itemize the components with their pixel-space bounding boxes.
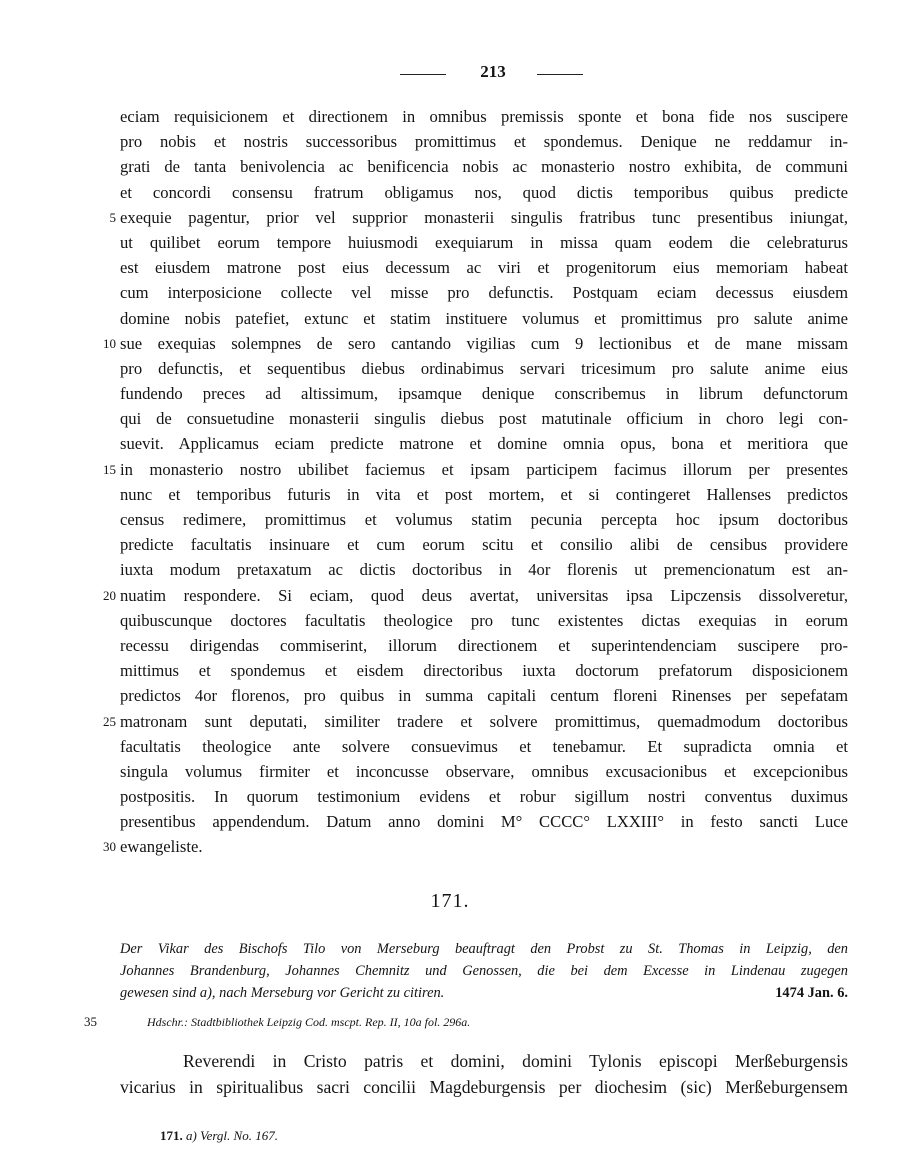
line-number: 30 — [103, 839, 116, 855]
text-line: postpositis. In quorum testimonium evidens et robur sigillum nostri conventus duximus — [120, 787, 848, 807]
text-line: grati de tanta benivolencia ac benificencia nobis ac monasterio nostro exhibita, de communi — [120, 157, 848, 177]
text-line: pro defunctis, et sequentibus diebus ordinabimus servari tricesimum pro salute anime eius — [120, 358, 848, 378]
text-line: 5 exequie pagentur, prior vel supprior monasterii singulis fratribus tunc presentibus iniungat, — [120, 205, 848, 230]
source-citation — [0, 1014, 900, 1034]
text-line: pro nobis et nostris successoribus promittimus et spondemus. Denique ne reddamur in- — [120, 132, 848, 152]
line-number: 10 — [103, 335, 116, 351]
footnote — [160, 1128, 278, 1144]
document-summary — [120, 938, 848, 1004]
text-line: eciam requisicionem et directionem in omnibus premissis sponte et bona fide nos suscipere — [120, 107, 848, 126]
text-line: census redimere, promittimus et volumus statim pecunia percepta hoc ipsum doctoribus — [120, 510, 848, 529]
text-line: facultatis theologice ante solvere consuevimus et tenebamur. Et supradicta omnia et — [120, 736, 848, 756]
text-line: est eiusdem matrone post eius decessum ac viri et progenitorum eius memoriam habeat — [120, 258, 848, 278]
summary-line: Johannes Brandenburg, Johannes Chemnitz und Genossen, die bei dem Excesse in Lindenau zugegen — [120, 963, 848, 979]
document-number: 171. — [430, 890, 470, 912]
text-line: vicarius in spiritualibus sacri concilii Magdeburgensis per diochesim (sic) Merßeburgensem — [120, 1077, 848, 1097]
text-line: et concordi consensu fratrum obligamus nos, quod dictis temporibus quibus predicte — [120, 182, 848, 202]
text-line: qui de consuetudine monasterii singulis diebus post matutinale officium in choro legi con- — [120, 409, 848, 429]
text-line: predictos 4or florenos, pro quibus in summa capitali centum floreni Rinenses per sepefatam — [120, 686, 848, 706]
header-rule-right — [537, 74, 583, 75]
text-line: 20 nuatim respondere. Si eciam, quod deus avertat, universitas ipsa Lipczensis dissolveretur, — [120, 583, 848, 608]
page-header — [0, 62, 900, 86]
manuscript-source: Hdschr.: Stadtbibliothek Leipzig Cod. mscpt. Rep. II, 10a fol. 296a. — [147, 1015, 471, 1029]
text-line: predicte facultatis insinuare et cum eorum scitu et consilio alibi de censibus providere — [120, 535, 848, 555]
text-line: 30 ewangeliste. — [120, 834, 848, 859]
document-text — [120, 1048, 848, 1100]
document-date: 1474 Jan. 6. — [775, 985, 848, 1001]
text-line: 25 matronam sunt deputati, similiter tradere et solvere promittimus, quemadmodum doctoribus — [120, 709, 848, 734]
footnote-text: a) Vergl. No. 167. — [186, 1128, 278, 1143]
header-rule-left — [400, 74, 446, 75]
continued-document-text — [103, 104, 848, 860]
line-number: 25 — [103, 713, 116, 729]
text-line: cum interposicione collecte vel misse pro defunctis. Postquam eciam decessus eiusdem — [120, 283, 848, 303]
text-line: Reverendi in Cristo patris et domini, domini Tylonis episcopi Merßeburgensis — [183, 1051, 848, 1071]
page-number: 213 — [480, 62, 506, 81]
text-line: singula volumus firmiter et inconcusse observare, omnibus excusacionibus et excepcionibus — [120, 761, 848, 781]
text-line: 10 sue exequias solempnes de sero cantando vigilias cum 9 lectionibus et de mane missam — [120, 331, 848, 356]
text-line: recessu dirigendas commiserint, illorum directionem et superintendenciam suscipere pro- — [120, 635, 848, 655]
text-line: suevit. Applicamus eciam predicte matrone et domine omnia opus, bona et meritiora que — [120, 434, 848, 454]
text-line: 15 in monasterio nostro ubilibet faciemus et ipsam participem facimus illorum per presentes — [120, 457, 848, 482]
footnote-number: 171. — [160, 1128, 183, 1143]
line-number: 20 — [103, 587, 116, 603]
line-number: 35 — [84, 1014, 97, 1029]
line-number: 5 — [109, 209, 116, 225]
text-line: fundendo preces ad altissimum, ipsamque denique conscribemus in librum defunctorum — [120, 384, 848, 404]
summary-line: Der Vikar des Bischofs Tilo von Merseburg beauftragt den Probst zu St. Thomas in Leipzig, den — [120, 941, 848, 957]
text-line: quibuscunque doctores facultatis theologice pro tunc existentes dictas exequias in eorum — [120, 610, 848, 630]
text-line: nunc et temporibus futuris in vita et post mortem, et si contingeret Hallenses predictos — [120, 484, 848, 504]
text-line: mittimus et spondemus et eisdem directoribus iuxta doctorum prefatorum disposicionem — [120, 661, 848, 681]
text-line: presentibus appendendum. Datum anno domini M° CCCC° LXXIII° in festo sancti Luce — [120, 812, 848, 832]
summary-line: gewesen sind a), nach Merseburg vor Gericht zu citiren. 1474 Jan. 6. — [120, 982, 848, 1004]
line-number: 15 — [103, 461, 116, 477]
text-line: domine nobis patefiet, extunc et statim instituere volumus et promittimus pro salute anime — [120, 308, 848, 328]
text-line: iuxta modum pretaxatum ac dictis doctoribus in 4or florenis ut premencionatum est an- — [120, 560, 848, 580]
text-line: ut quilibet eorum tempore huiusmodi exequiarum in missa quam eodem die celebraturus — [120, 232, 848, 252]
